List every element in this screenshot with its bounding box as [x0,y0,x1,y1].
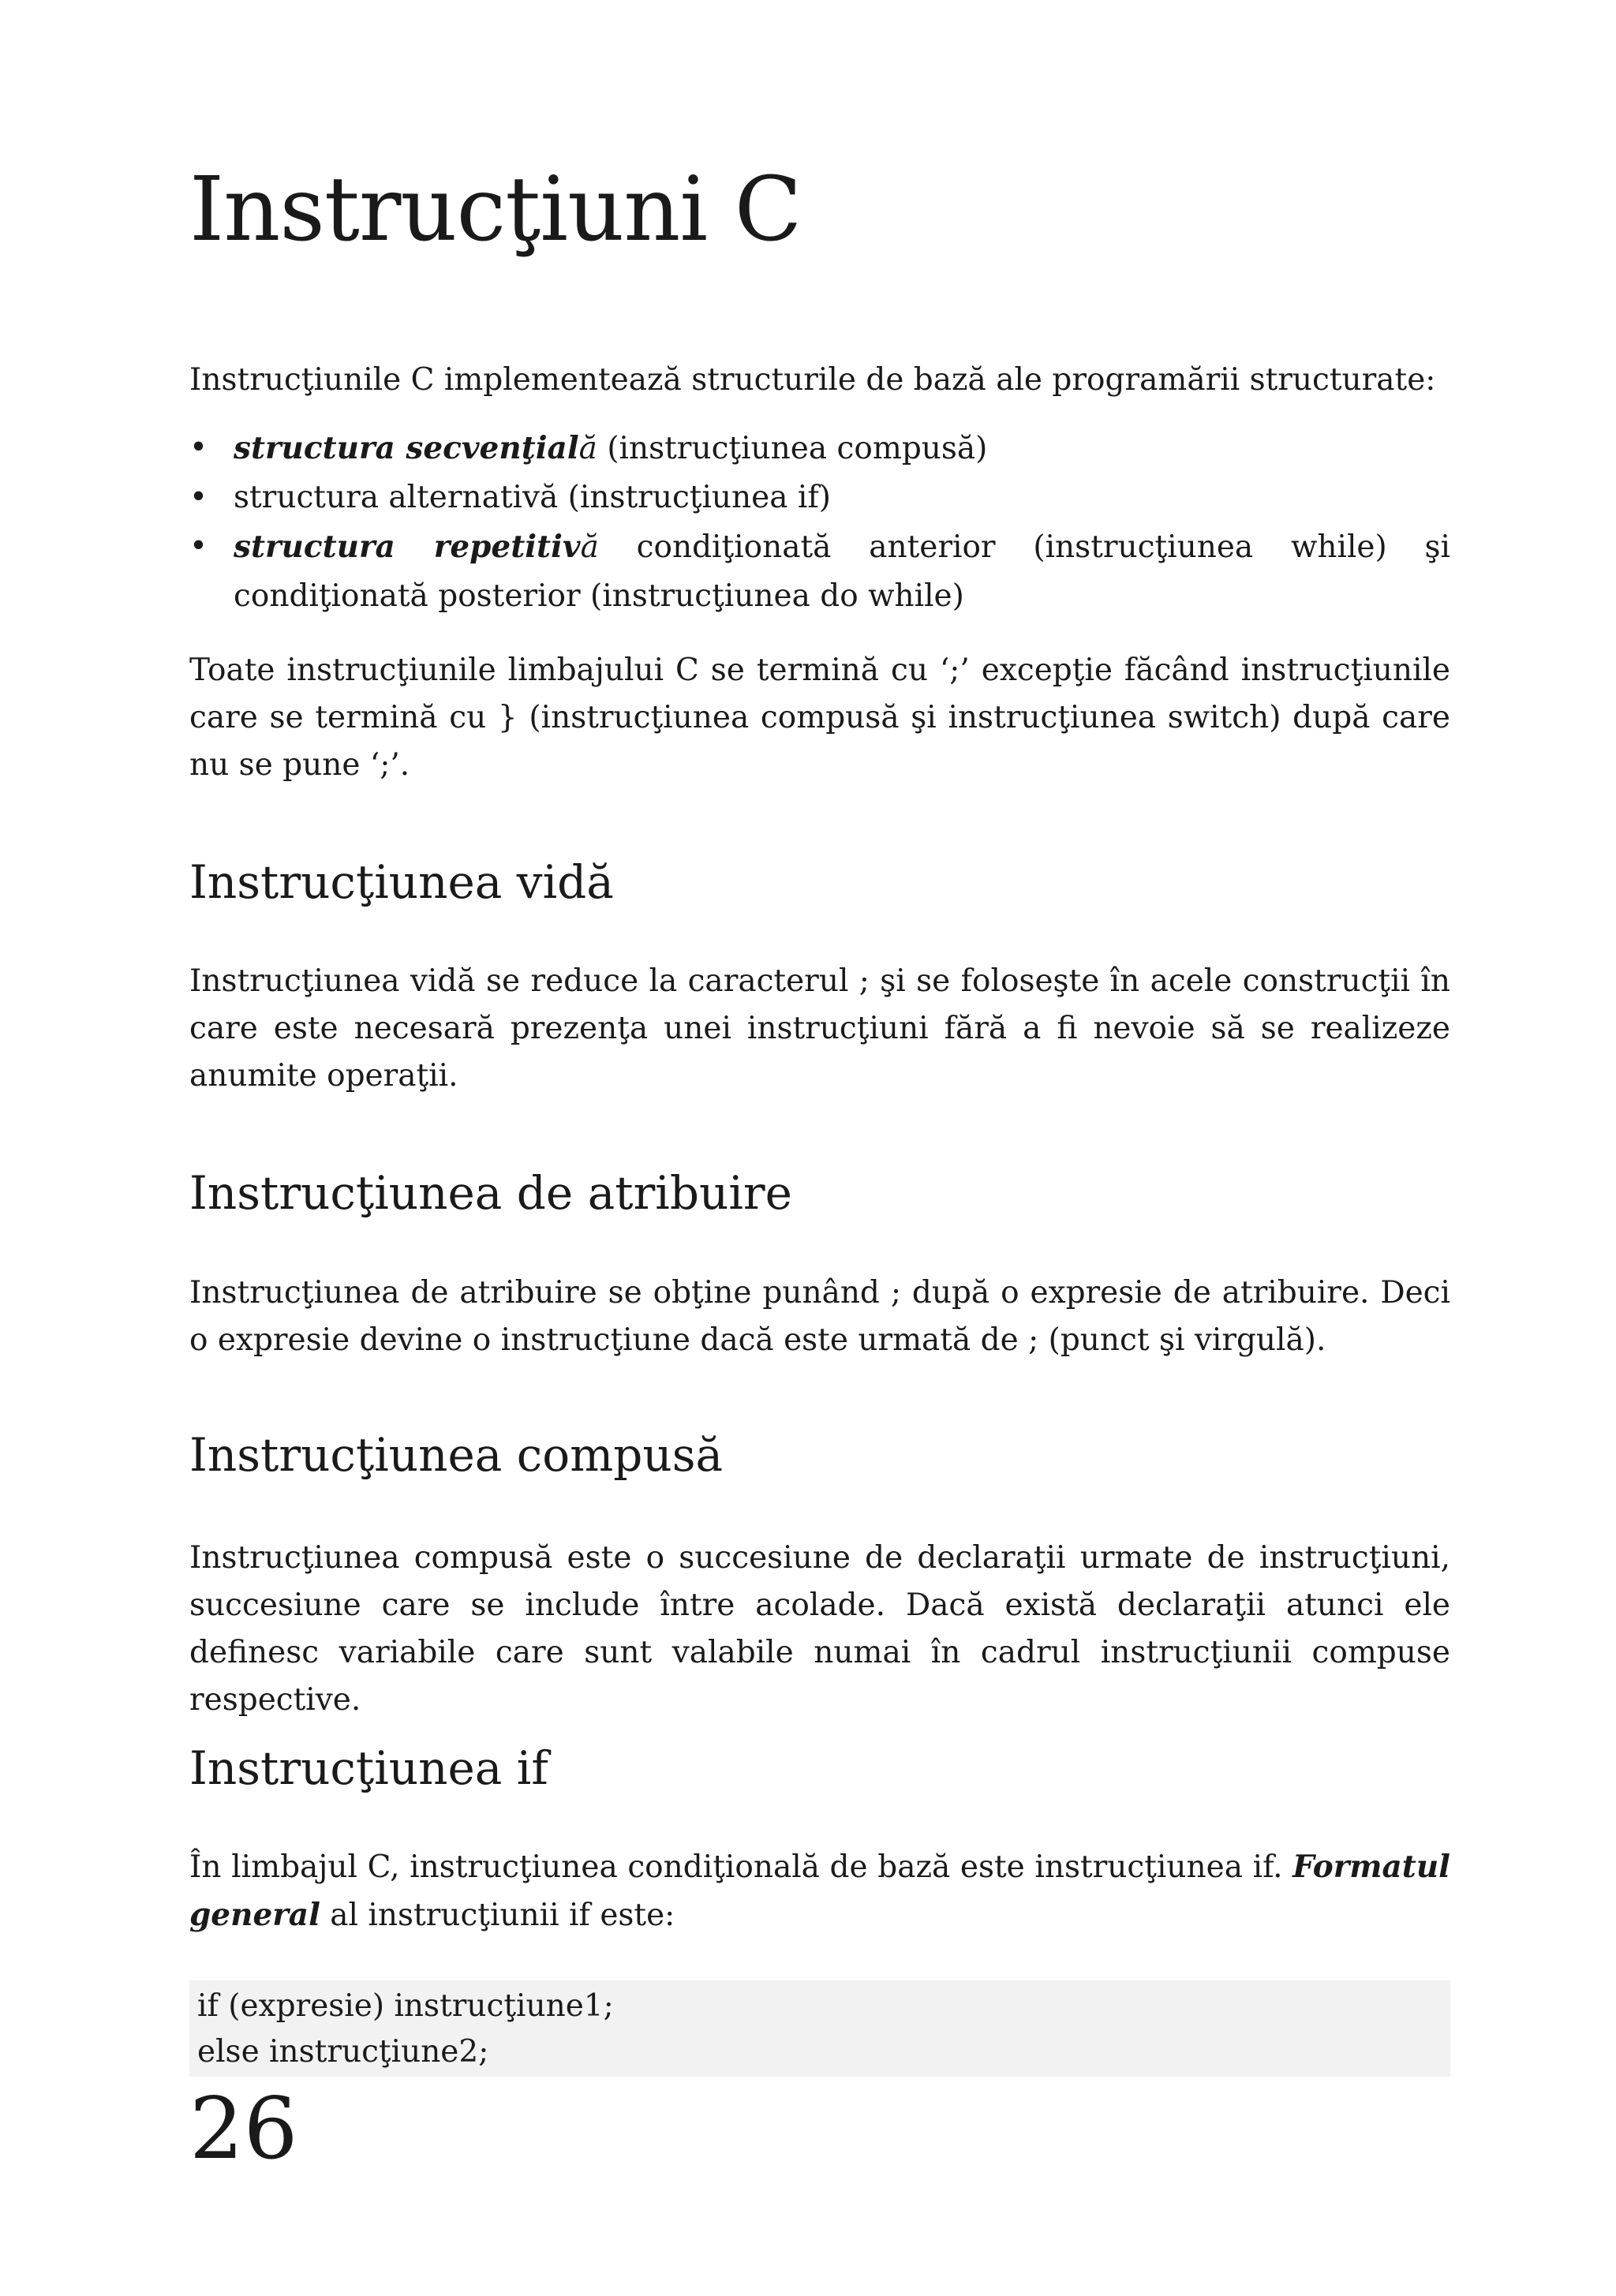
section-if [189,1741,1450,1797]
section-if-body [189,1843,1450,1939]
section-heading: Instrucţiunea vidă [189,855,614,909]
page-number: 26 [189,2080,298,2178]
section-atribuire [189,1166,1450,1221]
section-vida-body [189,958,1450,1100]
list-item-text: structura alternativă (instrucţiunea if) [234,480,832,515]
list-item [189,473,1450,522]
list-item [189,522,1450,621]
section-text-start: În limbajul C, instrucţiunea condiţională de bază este instrucţiunea if. [189,1849,1293,1885]
list-item-emphasis-tail: ă [580,529,599,565]
code-line: else instrucţiune2; [197,2034,489,2070]
section-text: Instrucţiunea de atribuire se obţine punând ; după o expresie de atribuire. Deci o expresie devine o instrucţiune dacă este urmată de ; (punct şi virgulă). [189,1275,1450,1358]
list-item-emphasis: structura repetitiv [234,529,581,565]
page-title: Instrucţiuni C [189,159,802,261]
section-text: Instrucţiunea compusă este o succesiune de declaraţii urmate de instrucţiuni, succesiune care se include între acolade. Dacă există declaraţii atunci ele definesc variabile care sunt valabile numai în cadrul instrucţiunii compuse respective. [189,1540,1450,1718]
section-compusa [189,1428,1450,1483]
note-text: Toate instrucţiunile limbajului C se termină cu ‘;’ excepţie făcând instrucţiunile care se termină cu } (instrucţiunea compusă şi instrucţiunea switch) după care nu se pune ‘;’. [189,653,1450,783]
section-text [189,1843,1450,1939]
list-item-text: condiţionată anterior (instrucţiunea while) şi condiţionată posterior (instrucţiunea do while) [234,529,1450,614]
list-item [189,424,1450,473]
list-item-emphasis-tail: ă [578,431,597,466]
list-item-text: (instrucţiunea compusă) [597,431,988,466]
intro-paragraph [189,357,1450,404]
note-paragraph [189,647,1450,789]
section-vida [189,855,1450,911]
code-block [189,1980,1450,2077]
section-heading: Instrucţiunea if [189,1741,548,1795]
section-atribuire-body [189,1270,1450,1364]
code-line: if (expresie) instrucţiune1; [197,1988,614,2024]
section-text-end: al instrucţiunii if este: [320,1898,675,1933]
structures-list [189,424,1450,621]
intro-text: Instrucţiunile C implementează structurile de bază ale programării structurate: [189,362,1436,398]
section-heading: Instrucţiunea de atribuire [189,1166,792,1220]
section-text: Instrucţiunea vidă se reduce la caracterul ; şi se foloseşte în acele construcţii în care este necesară prezenţa unei instrucţiuni fără a fi nevoie să se realizeze anumite operaţii. [189,963,1450,1094]
section-text-emphasis: Formatul general [189,1849,1450,1933]
section-compusa-body [189,1535,1450,1724]
list-item-emphasis: structura secvenţial [234,430,579,466]
section-heading: Instrucţiunea compusă [189,1428,724,1482]
